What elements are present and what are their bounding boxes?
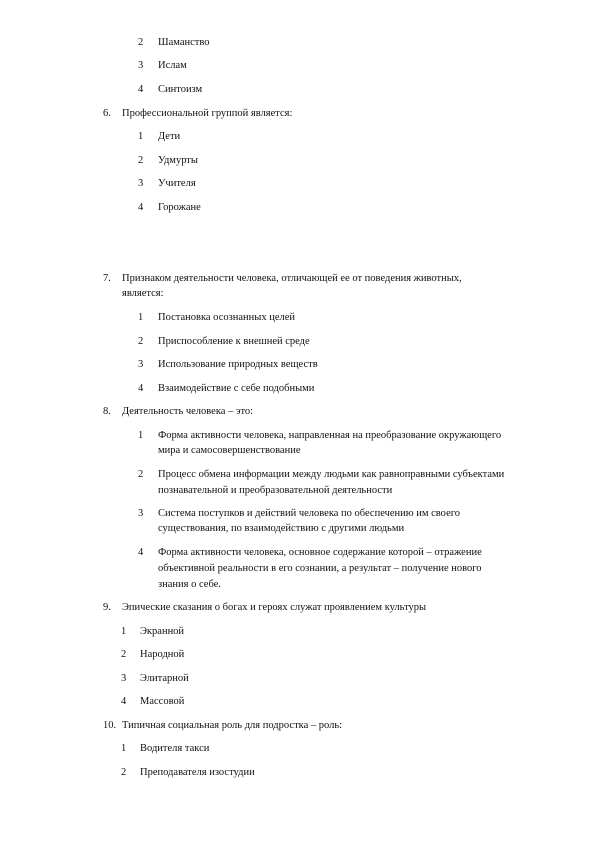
option-number: 4: [138, 84, 144, 95]
question-text: Профессиональной группой является:: [122, 108, 293, 119]
option-text: Взаимодействие с себе подобными: [158, 383, 315, 394]
option-number: 4: [138, 547, 144, 558]
option-number: 3: [121, 673, 127, 684]
option-number: 3: [138, 60, 144, 71]
option-text: Синтоизм: [158, 84, 203, 95]
option-number: 2: [121, 649, 127, 660]
option-number: 3: [138, 359, 144, 370]
option-number: 1: [121, 626, 127, 637]
option-text-continued: познавательной и преобразовательной деятельности: [158, 485, 393, 496]
question-text: Признаком деятельности человека, отличающей ее от поведения животных,: [122, 273, 462, 284]
option-number: 4: [121, 696, 127, 707]
question-number: 10.: [103, 720, 117, 731]
option-number: 4: [138, 383, 144, 394]
option-number: 2: [138, 469, 144, 480]
option-text: Удмурты: [158, 155, 198, 166]
option-number: 2: [138, 37, 144, 48]
option-text: Экранной: [140, 626, 185, 637]
option-number: 4: [138, 202, 144, 213]
option-text: Постановка осознанных целей: [158, 312, 296, 323]
option-text: Элитарной: [140, 673, 189, 684]
option-text-continued: существования, по взаимодействию с другими людьми: [158, 523, 405, 534]
question-text: Эпические сказания о богах и героях служат проявлением культуры: [122, 602, 427, 613]
option-number: 2: [138, 155, 144, 166]
option-number: 2: [121, 767, 127, 778]
option-text: Дети: [158, 131, 181, 142]
option-text-continued: объективной реальности в его сознании, а результат – получение нового: [158, 563, 482, 574]
option-text: Шаманство: [158, 37, 210, 48]
option-text: Форма активности человека, направленная на преобразование окружающего: [158, 430, 502, 441]
question-number: 9.: [103, 602, 111, 613]
option-text-continued: знания о себе.: [158, 579, 221, 590]
option-text: Массовой: [140, 696, 185, 707]
option-text: Процесс обмена информации между людьми как равноправными субъектами: [158, 469, 505, 480]
question-text: Деятельность человека – это:: [122, 406, 254, 417]
option-text-continued: мира и самосовершенствование: [158, 445, 301, 456]
question-text: Типичная социальная роль для подростка – роль:: [122, 720, 343, 731]
option-number: 1: [138, 312, 144, 323]
option-text: Народной: [140, 649, 185, 660]
option-number: 1: [138, 131, 144, 142]
question-number: 6.: [103, 108, 111, 119]
option-number: 3: [138, 508, 144, 519]
option-number: 3: [138, 178, 144, 189]
option-text: Форма активности человека, основное содержание которой – отражение: [158, 547, 482, 558]
question-number: 8.: [103, 406, 111, 417]
option-number: 1: [121, 743, 127, 754]
option-text: Ислам: [158, 60, 187, 71]
option-text: Учителя: [158, 178, 196, 189]
option-text: Система поступков и действий человека по обеспечению им своего: [158, 508, 461, 519]
option-text: Водителя такси: [140, 743, 210, 754]
question-number: 7.: [103, 273, 111, 284]
option-text: Преподавателя изостудии: [140, 767, 255, 778]
option-text: Приспособление к внешней среде: [158, 336, 310, 347]
question-text-continued: является:: [122, 288, 164, 299]
option-text: Горожане: [158, 202, 201, 213]
option-number: 1: [138, 430, 144, 441]
option-number: 2: [138, 336, 144, 347]
option-text: Использование природных веществ: [158, 359, 318, 370]
